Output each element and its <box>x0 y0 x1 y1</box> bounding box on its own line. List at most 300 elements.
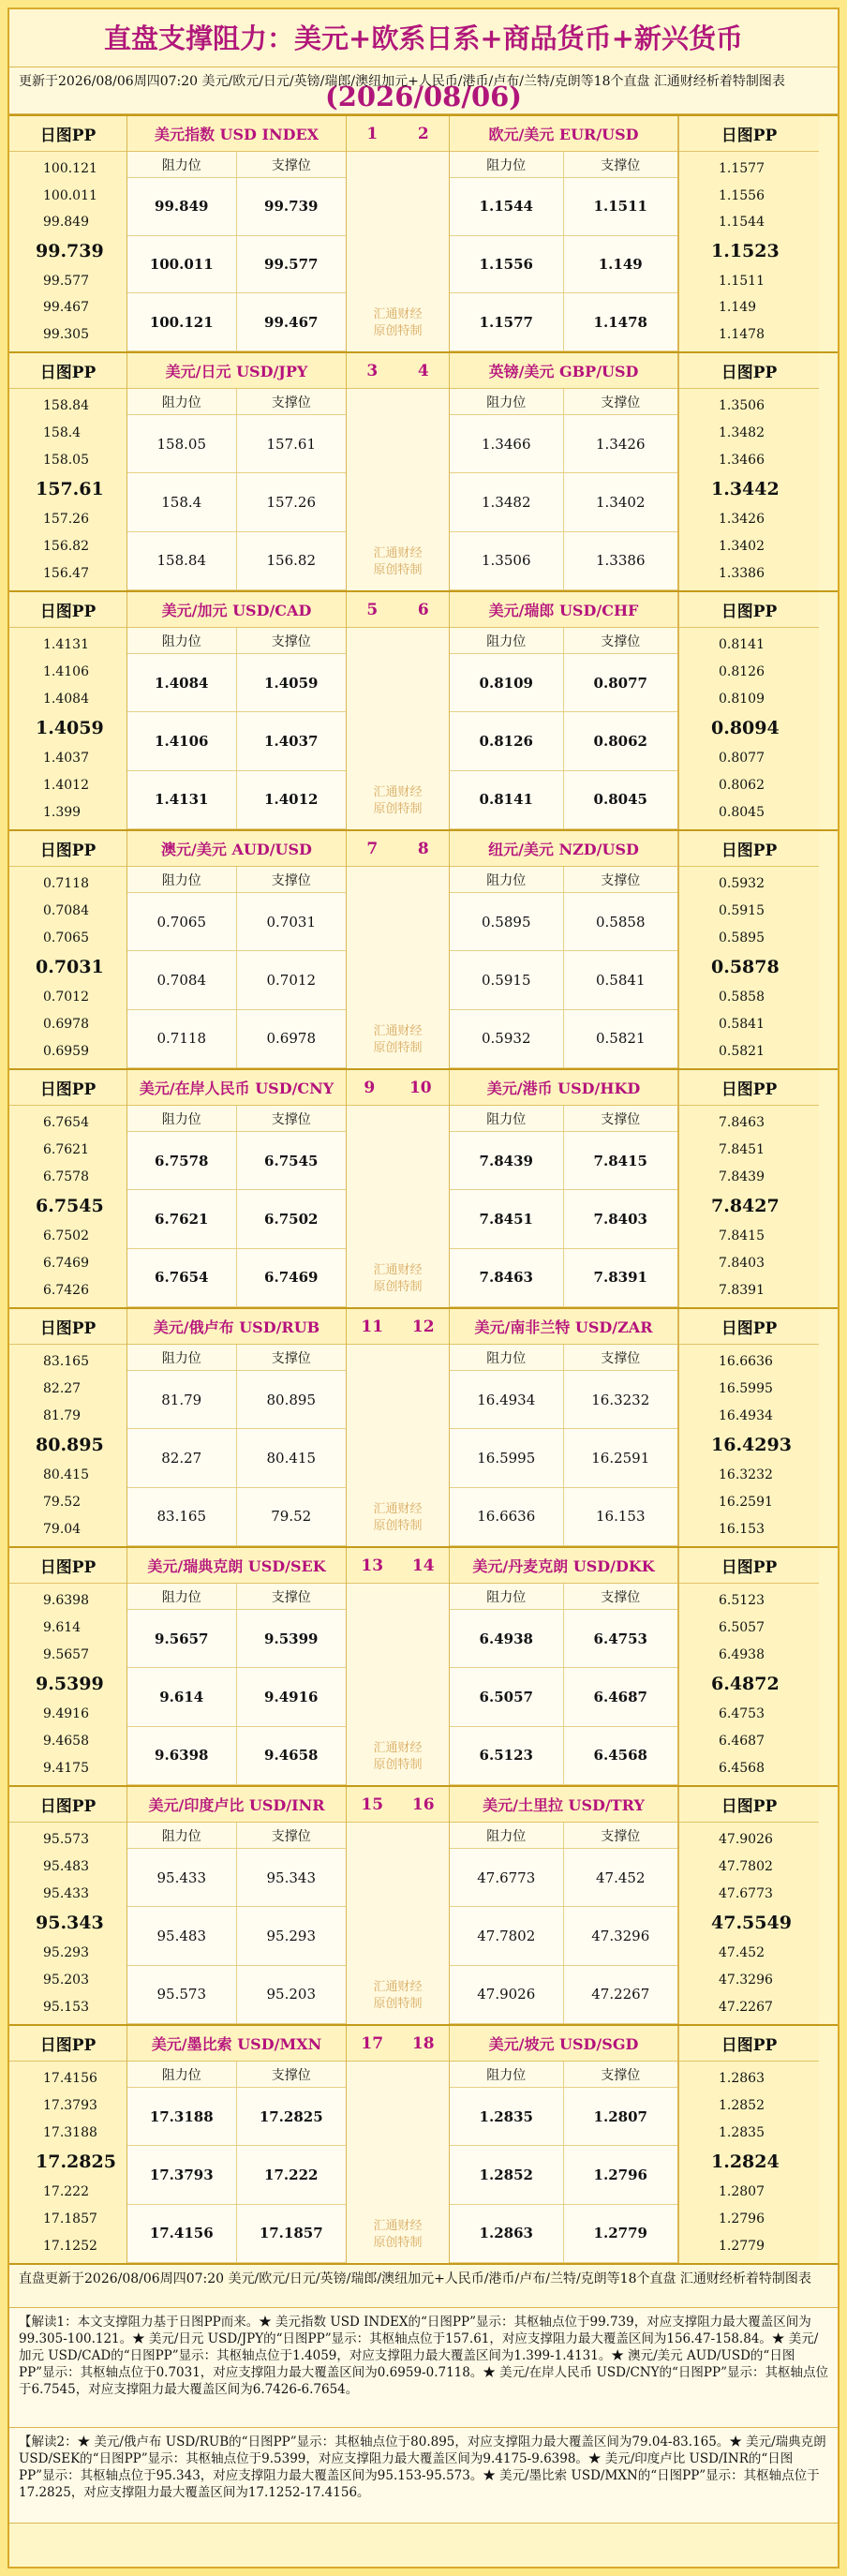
block-number-column <box>347 116 450 351</box>
resistance-value: 16.5995 <box>450 1429 564 1487</box>
resistance-value: 47.6773 <box>450 1849 564 1907</box>
resistance-value: 7.8439 <box>450 1132 564 1190</box>
left-number: 11 <box>361 1317 384 1336</box>
watermark-line-1: 汇通财经 <box>373 785 423 799</box>
block-numbers <box>347 1787 449 1823</box>
resistance-value: 95.433 <box>127 1849 237 1907</box>
pp-level-value: 158.84 <box>43 398 89 414</box>
interpretation-1: 【解读1：本文支撑阻力基于日图PP而来。★ 美元指数 USD INDEX的“日图PP”显示：其枢轴点位于99.739，对应支撑阻力最大覆盖区间为99.305-100.121。★ 美元/日元 USD/JPY的“日图PP”显示：其枢轴点位于157.61，对应支撑阻力最大覆盖区间为156.47-158.84。★ 美元/加元 USD/CAD的“日图PP”显示：其枢轴点位于1.4059，对应支撑阻力最大覆盖区间为1.399-1.4131。★ 澳元/美元 AUD/USD的“日图PP”显示：其枢轴点位于0.7031，对应支撑阻力最大覆盖区间为0.6959-0.7118。★ 美元/在岸人民币 USD/CNY的“日图PP”显示：其枢轴点位于6.7545，对应支撑阻力最大覆盖区间为6.7426-6.7654。 <box>9 2308 838 2428</box>
right-pair-table <box>450 831 678 1068</box>
resistance-value: 1.3482 <box>450 473 564 531</box>
pair-block <box>9 1309 838 1548</box>
resistance-value: 0.8126 <box>450 712 564 770</box>
pp-level-value: 99.577 <box>43 273 89 289</box>
pp-level-value: 158.4 <box>43 425 82 441</box>
pair-title: 美元指数 USD INDEX <box>127 116 346 152</box>
pp-header: 日图PP <box>679 353 819 389</box>
watermark-line-1: 汇通财经 <box>373 1024 423 1038</box>
pp-level-value: 47.2267 <box>719 1999 773 2015</box>
pp-level-value: 47.3296 <box>719 1972 773 1988</box>
resistance-value: 1.3506 <box>450 532 564 590</box>
levels-grid <box>127 389 346 590</box>
block-number-column <box>347 1070 450 1307</box>
support-value: 0.8062 <box>564 712 678 770</box>
pair-title: 美元/印度卢比 USD/INR <box>127 1787 346 1823</box>
resistance-header: 阻力位 <box>450 2062 564 2088</box>
block-number-column <box>347 1548 450 1785</box>
resistance-value: 6.5123 <box>450 1727 564 1785</box>
pp-level-value: 0.7118 <box>43 876 89 892</box>
levels-grid <box>450 867 677 1068</box>
resistance-value: 100.011 <box>127 236 237 294</box>
pp-level-value: 9.614 <box>43 1620 82 1636</box>
right-number: 12 <box>411 1317 435 1336</box>
support-header: 支撑位 <box>237 1345 347 1371</box>
resistance-value: 47.9026 <box>450 1966 564 2024</box>
pp-pivot-value: 6.7545 <box>36 1196 104 1217</box>
left-pair-table <box>127 592 347 829</box>
support-header: 支撑位 <box>237 2062 347 2088</box>
pp-pivot-value: 1.1523 <box>711 241 780 262</box>
support-value: 1.2779 <box>564 2205 678 2263</box>
pp-level-value: 7.8415 <box>719 1228 765 1244</box>
right-number: 10 <box>409 1078 432 1097</box>
support-value: 99.577 <box>237 236 347 294</box>
resistance-value: 158.4 <box>127 473 237 531</box>
support-header: 支撑位 <box>564 1823 678 1849</box>
resistance-header: 阻力位 <box>450 389 564 415</box>
right-pp-column <box>678 1548 819 1785</box>
pp-level-value: 81.79 <box>43 1407 82 1423</box>
pp-level-value: 0.8109 <box>719 691 765 707</box>
pp-level-value: 99.467 <box>43 300 89 316</box>
support-header: 支撑位 <box>237 867 347 893</box>
pp-level-value: 1.2796 <box>719 2211 765 2226</box>
pair-title: 美元/南非兰特 USD/ZAR <box>450 1309 677 1345</box>
left-pp-column <box>9 1548 127 1785</box>
watermark-line-2: 原创特制 <box>373 1280 423 1294</box>
left-pp-column <box>9 116 127 351</box>
pair-block <box>9 2026 838 2265</box>
right-pp-column <box>678 831 819 1068</box>
pp-level-value: 1.3482 <box>719 425 765 441</box>
resistance-value: 0.8141 <box>450 771 564 829</box>
update-line: 更新于2026/08/06周四07:20 美元/欧元/日元/英镑/瑞郎/澳纽加元+人民币/港币/卢布/兰特/克朗等18个直盘 汇通财经析着特制图表 <box>9 67 838 114</box>
watermark-line-1: 汇通财经 <box>373 546 423 560</box>
pair-title: 美元/丹麦克朗 USD/DKK <box>450 1548 677 1584</box>
pp-level-value: 1.4131 <box>43 637 89 653</box>
resistance-value: 6.7578 <box>127 1132 237 1190</box>
pp-level-value: 6.7426 <box>43 1282 89 1298</box>
pp-level-value: 7.8439 <box>719 1169 765 1184</box>
pp-level-value: 16.2591 <box>719 1494 773 1510</box>
support-value: 6.4687 <box>564 1668 678 1726</box>
pair-block <box>9 592 838 831</box>
pp-level-value: 1.1556 <box>719 187 765 203</box>
left-pp-column <box>9 1070 127 1307</box>
pp-level-value: 1.3506 <box>719 398 765 414</box>
pp-pivot-value: 1.3442 <box>711 479 780 500</box>
support-value: 80.895 <box>237 1371 347 1429</box>
pp-header: 日图PP <box>679 1787 819 1823</box>
support-value: 47.452 <box>564 1849 678 1907</box>
resistance-header: 阻力位 <box>127 867 237 893</box>
block-number-column <box>347 2026 450 2263</box>
resistance-value: 158.05 <box>127 415 237 473</box>
pp-pivot-value: 0.5878 <box>711 957 780 978</box>
pp-level-value: 7.8403 <box>719 1255 765 1271</box>
pp-level-value: 16.4934 <box>719 1407 773 1423</box>
pp-level-value: 0.8077 <box>719 751 765 767</box>
support-header: 支撑位 <box>237 1823 347 1849</box>
resistance-value: 1.4106 <box>127 712 237 770</box>
resistance-value: 9.6398 <box>127 1727 237 1785</box>
pp-level-value: 95.293 <box>43 1945 89 1961</box>
resistance-value: 16.4934 <box>450 1371 564 1429</box>
pp-header: 日图PP <box>9 1787 126 1823</box>
pp-level-value: 95.203 <box>43 1972 89 1988</box>
pp-level-value: 47.6773 <box>719 1885 773 1901</box>
watermark-area <box>347 628 449 829</box>
right-number: 6 <box>417 600 429 619</box>
pp-level-value: 7.8451 <box>719 1142 765 1158</box>
pp-level-value: 0.8126 <box>719 664 765 680</box>
pp-levels <box>679 1823 819 2024</box>
pp-pivot-value: 0.8094 <box>711 718 780 739</box>
pp-pivot-value: 7.8427 <box>711 1196 780 1217</box>
pp-level-value: 6.4568 <box>719 1760 765 1776</box>
watermark <box>373 1979 422 2013</box>
pp-levels <box>9 1345 126 1546</box>
watermark-line-2: 原创特制 <box>373 1041 423 1055</box>
pair-block <box>9 1548 838 1787</box>
watermark-line-2: 原创特制 <box>373 1997 423 2011</box>
support-value: 6.7502 <box>237 1190 347 1248</box>
pair-title: 美元/坡元 USD/SGD <box>450 2026 677 2062</box>
pp-pivot-value: 1.4059 <box>36 718 104 739</box>
support-value: 1.4037 <box>237 712 347 770</box>
levels-grid <box>450 1584 677 1785</box>
resistance-value: 7.8451 <box>450 1190 564 1248</box>
support-value: 47.2267 <box>564 1966 678 2024</box>
pp-level-value: 1.2835 <box>719 2124 765 2140</box>
pp-level-value: 156.47 <box>43 565 89 581</box>
watermark-line-1: 汇通财经 <box>373 307 423 321</box>
resistance-value: 1.2852 <box>450 2146 564 2204</box>
watermark-line-2: 原创特制 <box>373 2236 423 2250</box>
pp-levels <box>679 1345 819 1546</box>
pp-header: 日图PP <box>679 592 819 628</box>
support-value: 9.4916 <box>237 1668 347 1726</box>
footer-update: 直盘更新于2026/08/06周四07:20 美元/欧元/日元/英镑/瑞郎/澳纽加元+人民币/港币/卢布/兰特/克朗等18个直盘 汇通财经析着特制图表 <box>9 2265 838 2308</box>
watermark-line-1: 汇通财经 <box>373 2219 423 2233</box>
block-numbers <box>347 116 449 152</box>
pp-level-value: 0.5841 <box>719 1016 765 1032</box>
pp-level-value: 1.4012 <box>43 777 89 793</box>
block-number-column <box>347 831 450 1068</box>
right-pair-table <box>450 2026 678 2263</box>
pp-level-value: 6.7578 <box>43 1169 89 1184</box>
pair-block <box>9 1070 838 1309</box>
watermark-line-2: 原创特制 <box>373 324 423 338</box>
pair-title: 美元/加元 USD/CAD <box>127 592 346 628</box>
support-value: 0.6978 <box>237 1010 347 1068</box>
watermark-line-1: 汇通财经 <box>373 1980 423 1994</box>
watermark-area <box>347 2062 449 2263</box>
pp-level-value: 6.5057 <box>719 1620 765 1636</box>
right-pp-column <box>678 1309 819 1546</box>
support-value: 16.2591 <box>564 1429 678 1487</box>
resistance-value: 81.79 <box>127 1371 237 1429</box>
pp-level-value: 17.4156 <box>43 2071 97 2087</box>
levels-grid <box>127 1823 346 2024</box>
right-pp-column <box>678 2026 819 2263</box>
pp-level-value: 1.3466 <box>719 452 765 468</box>
pp-level-value: 83.165 <box>43 1354 89 1370</box>
resistance-value: 100.121 <box>127 293 237 351</box>
pp-level-value: 6.4687 <box>719 1733 765 1749</box>
left-pp-column <box>9 1787 127 2024</box>
resistance-value: 0.5915 <box>450 951 564 1009</box>
resistance-header: 阻力位 <box>127 1345 237 1371</box>
pp-levels <box>9 1584 126 1785</box>
watermark <box>373 1262 422 1296</box>
pp-header: 日图PP <box>679 831 819 867</box>
pp-level-value: 1.2779 <box>719 2238 765 2254</box>
pp-level-value: 0.5858 <box>719 990 765 1005</box>
pp-level-value: 1.1511 <box>719 273 765 289</box>
right-pp-column <box>678 1070 819 1307</box>
resistance-value: 0.8109 <box>450 654 564 712</box>
pp-level-value: 157.26 <box>43 512 89 528</box>
pp-pivot-value: 16.4293 <box>711 1435 792 1456</box>
pp-level-value: 100.011 <box>43 187 97 203</box>
right-number: 14 <box>411 1556 435 1575</box>
right-pair-table <box>450 1309 678 1546</box>
pp-level-value: 100.121 <box>43 161 97 177</box>
pp-pivot-value: 0.7031 <box>36 957 104 978</box>
levels-grid <box>127 152 346 351</box>
support-header: 支撑位 <box>564 1106 678 1132</box>
pp-level-value: 0.8045 <box>719 804 765 820</box>
support-value: 9.4658 <box>237 1727 347 1785</box>
support-value: 1.4059 <box>237 654 347 712</box>
support-value: 17.2825 <box>237 2088 347 2146</box>
left-pair-table <box>127 1309 347 1546</box>
left-pair-table <box>127 2026 347 2263</box>
block-number-column <box>347 592 450 829</box>
block-numbers <box>347 2026 449 2062</box>
left-pp-column <box>9 1309 127 1546</box>
pp-level-value: 9.4658 <box>43 1733 89 1749</box>
resistance-value: 16.6636 <box>450 1488 564 1546</box>
resistance-value: 6.7654 <box>127 1249 237 1307</box>
pp-level-value: 16.6636 <box>719 1354 773 1370</box>
right-pp-column <box>678 116 819 351</box>
left-number: 13 <box>361 1556 384 1575</box>
block-number-column <box>347 1309 450 1546</box>
watermark-area <box>347 1823 449 2024</box>
pp-level-value: 95.433 <box>43 1885 89 1901</box>
pp-level-value: 16.3232 <box>719 1467 773 1483</box>
right-number: 8 <box>417 839 429 858</box>
levels-grid <box>450 2062 677 2263</box>
pair-title: 美元/日元 USD/JPY <box>127 353 346 389</box>
left-number: 9 <box>364 1078 376 1097</box>
support-value: 0.8077 <box>564 654 678 712</box>
pp-pivot-value: 17.2825 <box>36 2152 116 2173</box>
pp-level-value: 17.3793 <box>43 2098 97 2114</box>
resistance-header: 阻力位 <box>127 2062 237 2088</box>
pp-level-value: 17.1252 <box>43 2238 97 2254</box>
left-pair-table <box>127 1787 347 2024</box>
watermark <box>373 2218 422 2252</box>
resistance-header: 阻力位 <box>127 1823 237 1849</box>
resistance-header: 阻力位 <box>127 628 237 654</box>
support-header: 支撑位 <box>564 867 678 893</box>
pp-levels <box>679 1106 819 1307</box>
left-pp-column <box>9 592 127 829</box>
support-value: 0.5858 <box>564 893 678 951</box>
support-value: 1.3426 <box>564 415 678 473</box>
pp-level-value: 1.3386 <box>719 565 765 581</box>
support-value: 7.8403 <box>564 1190 678 1248</box>
levels-grid <box>450 152 677 351</box>
pp-level-value: 17.222 <box>43 2184 89 2200</box>
block-numbers <box>347 1548 449 1584</box>
resistance-header: 阻力位 <box>450 1584 564 1610</box>
pp-header: 日图PP <box>9 1070 126 1106</box>
support-header: 支撑位 <box>237 152 347 178</box>
pair-title: 纽元/美元 NZD/USD <box>450 831 677 867</box>
levels-grid <box>127 2062 346 2263</box>
support-value: 0.5821 <box>564 1010 678 1068</box>
pp-header: 日图PP <box>9 353 126 389</box>
resistance-value: 158.84 <box>127 532 237 590</box>
pp-level-value: 0.5915 <box>719 903 765 919</box>
resistance-value: 0.5932 <box>450 1010 564 1068</box>
pp-level-value: 0.6978 <box>43 1016 89 1032</box>
watermark-area <box>347 1345 449 1546</box>
pp-level-value: 0.6959 <box>43 1043 89 1059</box>
support-header: 支撑位 <box>564 152 678 178</box>
watermark-area <box>347 1584 449 1785</box>
support-value: 1.2796 <box>564 2146 678 2204</box>
pp-levels <box>679 867 819 1068</box>
pp-pivot-value: 9.5399 <box>36 1674 104 1695</box>
pp-level-value: 6.7469 <box>43 1255 89 1271</box>
pp-level-value: 1.3402 <box>719 538 765 554</box>
pp-level-value: 16.5995 <box>719 1381 773 1397</box>
watermark-line-2: 原创特制 <box>373 1758 423 1772</box>
pp-header: 日图PP <box>679 116 819 152</box>
watermark-line-2: 原创特制 <box>373 802 423 816</box>
left-number: 3 <box>366 361 379 380</box>
resistance-header: 阻力位 <box>450 1106 564 1132</box>
left-pp-column <box>9 2026 127 2263</box>
resistance-header: 阻力位 <box>127 1584 237 1610</box>
support-value: 99.739 <box>237 178 347 236</box>
pp-level-value: 6.7621 <box>43 1142 89 1158</box>
pair-title: 澳元/美元 AUD/USD <box>127 831 346 867</box>
support-header: 支撑位 <box>564 389 678 415</box>
block-numbers <box>347 592 449 628</box>
resistance-value: 95.483 <box>127 1907 237 1965</box>
pp-header: 日图PP <box>679 1548 819 1584</box>
pp-levels <box>9 1823 126 2024</box>
pp-level-value: 1.2807 <box>719 2184 765 2200</box>
pp-levels <box>9 389 126 590</box>
pp-level-value: 1.399 <box>43 804 82 820</box>
pp-level-value: 80.415 <box>43 1467 89 1483</box>
pair-title: 英镑/美元 GBP/USD <box>450 353 677 389</box>
resistance-header: 阻力位 <box>127 389 237 415</box>
resistance-value: 95.573 <box>127 1966 237 2024</box>
resistance-header: 阻力位 <box>450 1823 564 1849</box>
pp-level-value: 0.7084 <box>43 903 89 919</box>
pair-title: 美元/俄卢布 USD/RUB <box>127 1309 346 1345</box>
pp-level-value: 95.573 <box>43 1832 89 1848</box>
left-number: 15 <box>361 1794 384 1814</box>
pairs-table <box>9 114 838 2265</box>
support-value: 1.2807 <box>564 2088 678 2146</box>
pp-pivot-value: 157.61 <box>36 479 104 500</box>
right-pp-column <box>678 1787 819 2024</box>
right-pp-column <box>678 592 819 829</box>
support-value: 1.3386 <box>564 532 678 590</box>
pp-level-value: 0.5895 <box>719 930 765 946</box>
resistance-value: 1.1556 <box>450 236 564 294</box>
pair-title: 美元/在岸人民币 USD/CNY <box>127 1070 346 1106</box>
support-header: 支撑位 <box>237 1584 347 1610</box>
support-value: 7.8415 <box>564 1132 678 1190</box>
pp-level-value: 47.9026 <box>719 1832 773 1848</box>
support-value: 17.1857 <box>237 2205 347 2263</box>
pp-level-value: 47.452 <box>719 1945 765 1961</box>
levels-grid <box>127 1584 346 1785</box>
pp-level-value: 0.7012 <box>43 990 89 1005</box>
left-number: 5 <box>366 600 379 619</box>
pair-title: 美元/墨比索 USD/MXN <box>127 2026 346 2062</box>
pp-level-value: 99.849 <box>43 215 89 231</box>
support-value: 6.7545 <box>237 1132 347 1190</box>
watermark <box>373 1501 422 1535</box>
watermark-area <box>347 389 449 590</box>
block-number-column <box>347 1787 450 2024</box>
resistance-header: 阻力位 <box>450 152 564 178</box>
pp-level-value: 7.8391 <box>719 1282 765 1298</box>
resistance-value: 1.4131 <box>127 771 237 829</box>
left-number: 17 <box>361 2033 384 2053</box>
resistance-header: 阻力位 <box>450 1345 564 1371</box>
pp-level-value: 47.7802 <box>719 1859 773 1875</box>
pp-level-value: 17.3188 <box>43 2124 97 2140</box>
pp-level-value: 9.6398 <box>43 1593 89 1609</box>
resistance-header: 阻力位 <box>450 867 564 893</box>
support-value: 1.149 <box>564 236 678 294</box>
right-pair-table <box>450 592 678 829</box>
pp-level-value: 0.5932 <box>719 876 765 892</box>
support-value: 1.4012 <box>237 771 347 829</box>
support-value: 1.1478 <box>564 293 678 351</box>
resistance-value: 6.5057 <box>450 1668 564 1726</box>
pp-header: 日图PP <box>9 2026 126 2062</box>
support-header: 支撑位 <box>564 1584 678 1610</box>
pp-levels <box>9 628 126 829</box>
watermark <box>373 1740 422 1774</box>
support-value: 16.3232 <box>564 1371 678 1429</box>
support-value: 157.61 <box>237 415 347 473</box>
